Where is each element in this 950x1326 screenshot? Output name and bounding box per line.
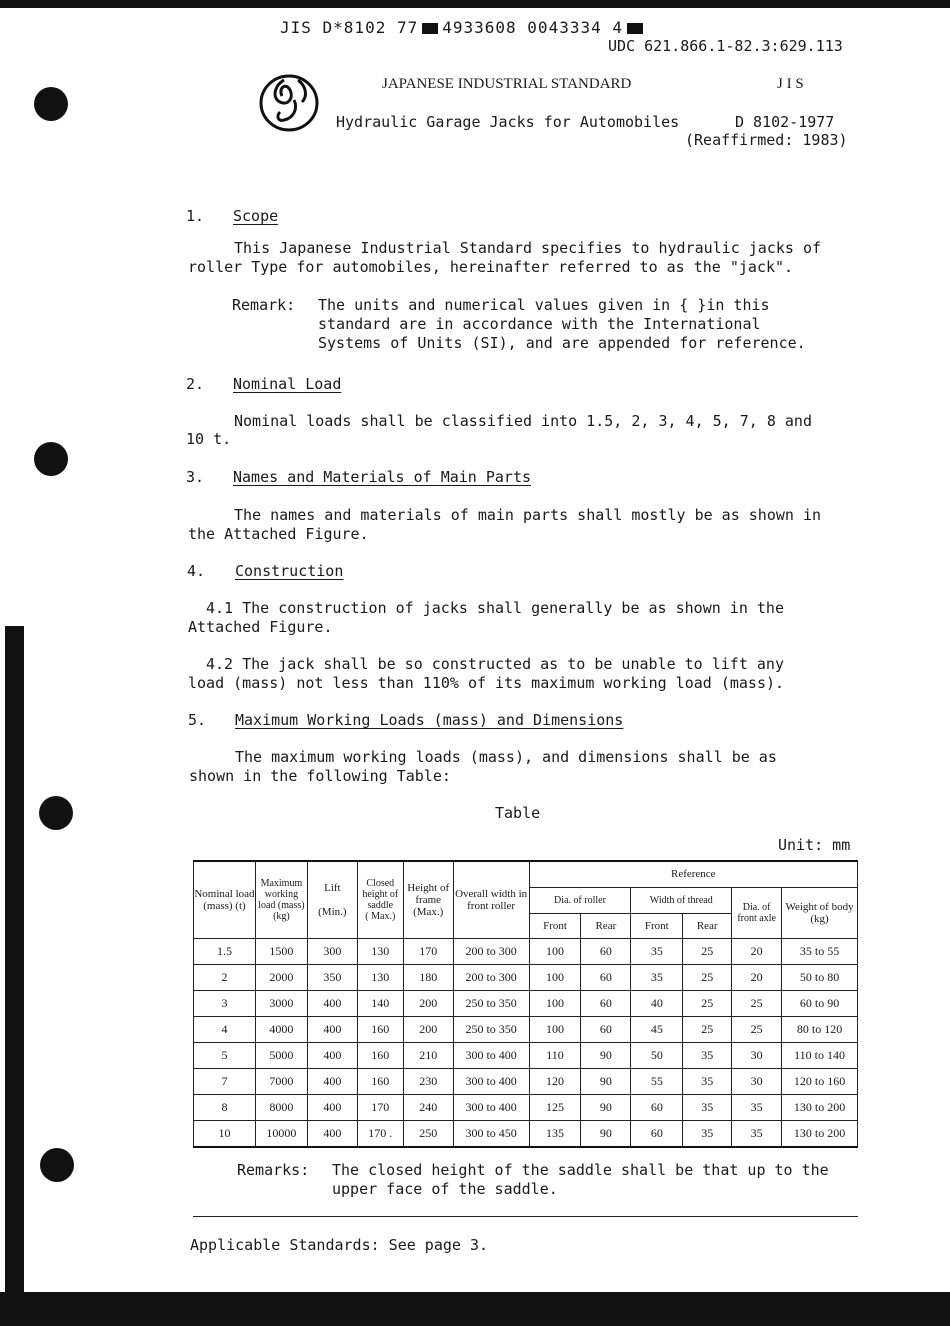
doc-title: Hydraulic Garage Jacks for Automobiles (336, 113, 680, 131)
table-cell: 25 (732, 990, 782, 1016)
table-cell: 90 (581, 1094, 631, 1120)
table-cell: 7 (194, 1068, 256, 1094)
table-cell: 130 (357, 964, 403, 990)
table-cell: 135 (529, 1120, 581, 1147)
table-cell: 130 to 200 (782, 1094, 858, 1120)
table-cell: 160 (357, 1042, 403, 1068)
paragraph-line: the Attached Figure. (188, 525, 369, 543)
table-cell: 30 (732, 1068, 782, 1094)
table-row (194, 1094, 858, 1120)
table-cell: 30 (732, 1042, 782, 1068)
table-cell: 170 (357, 1094, 403, 1120)
table-cell: 300 to 400 (453, 1042, 529, 1068)
header-rear: Rear (581, 913, 631, 938)
table-cell: 125 (529, 1094, 581, 1120)
table-cell: 90 (581, 1068, 631, 1094)
table-cell: 35 (732, 1094, 782, 1120)
table-cell: 5 (194, 1042, 256, 1068)
table-cell: 40 (631, 990, 683, 1016)
table-cell: 5000 (255, 1042, 307, 1068)
table-cell: 1.5 (194, 938, 256, 964)
table-cell: 400 (307, 1068, 357, 1094)
table-cell: 200 to 300 (453, 964, 529, 990)
table-cell: 50 to 80 (782, 964, 858, 990)
punch-hole (34, 442, 68, 476)
table-cell: 1500 (255, 938, 307, 964)
header-dia-axle: Dia. of front axle (732, 887, 782, 938)
table-cell: 2000 (255, 964, 307, 990)
table-cell: 60 (581, 1016, 631, 1042)
table-cell: 300 (307, 938, 357, 964)
header-closed-height (357, 861, 403, 938)
table-cell: 200 to 300 (453, 938, 529, 964)
table-cell: 45 (631, 1016, 683, 1042)
dimensions-table (193, 860, 858, 1148)
table-unit: Unit: mm (778, 836, 851, 854)
table-cell: 100 (529, 990, 581, 1016)
remarks-line: The closed height of the saddle shall be that up to the (332, 1161, 829, 1179)
paragraph-line: 4.2 The jack shall be so constructed as to be unable to lift any (206, 655, 784, 673)
remark-label: Remark: (232, 296, 296, 314)
table-cell: 60 (631, 1094, 683, 1120)
table-cell: 25 (683, 964, 732, 990)
table-cell: 25 (683, 990, 732, 1016)
table-cell: 400 (307, 1094, 357, 1120)
table-cell: 35 (683, 1094, 732, 1120)
table-cell: 35 (631, 938, 683, 964)
paragraph-line: This Japanese Industrial Standard specifies to hydraulic jacks of (234, 239, 821, 257)
table-cell: 35 (683, 1120, 732, 1147)
table-cell: 60 (581, 990, 631, 1016)
header-frame-height: Height of frame (Max.) (403, 861, 453, 938)
table-cell: 120 (529, 1068, 581, 1094)
paragraph-line: shown in the following Table: (189, 767, 451, 785)
table-cell: 400 (307, 1042, 357, 1068)
section-number: 2. (186, 375, 205, 393)
table-cell: 60 (581, 964, 631, 990)
table-cell: 250 to 350 (453, 990, 529, 1016)
section-number: 3. (186, 468, 205, 486)
table-cell: 8 (194, 1094, 256, 1120)
scan-side-border (5, 626, 24, 1292)
header-lift-label: Lift (324, 881, 341, 894)
section-number: 4. (187, 562, 206, 580)
table-cell: 55 (631, 1068, 683, 1094)
jis-logo-icon (258, 72, 322, 134)
table-cell: 230 (403, 1068, 453, 1094)
table-cell: 100 (529, 1016, 581, 1042)
table-cell: 10000 (255, 1120, 307, 1147)
section-heading: Names and Materials of Main Parts (233, 468, 532, 486)
table-cell: 400 (307, 990, 357, 1016)
header-width-thread: Width of thread (631, 887, 732, 913)
table-cell: 90 (581, 1042, 631, 1068)
table-cell: 100 (529, 964, 581, 990)
table-cell: 25 (683, 938, 732, 964)
table-cell: 130 to 200 (782, 1120, 858, 1147)
table-cell: 200 (403, 990, 453, 1016)
table-cell: 25 (683, 1016, 732, 1042)
remark-line: The units and numerical values given in { }in this (318, 296, 770, 314)
section-heading: Construction (235, 562, 344, 580)
table-cell: 250 (403, 1120, 453, 1147)
remarks-line: upper face of the saddle. (332, 1180, 558, 1198)
punch-hole (39, 796, 73, 830)
table-cell: 170 (403, 938, 453, 964)
table-row (194, 1068, 858, 1094)
header-lift (307, 861, 357, 938)
table-cell: 50 (631, 1042, 683, 1068)
table-cell: 130 (357, 938, 403, 964)
table-cell: 240 (403, 1094, 453, 1120)
table-cell: 4 (194, 1016, 256, 1042)
table-cell: 400 (307, 1016, 357, 1042)
barcode-line (280, 18, 647, 37)
paragraph-line: The maximum working loads (mass), and dimensions shall be as (235, 748, 777, 766)
paragraph-line: 4.1 The construction of jacks shall generally be as shown in the (206, 599, 784, 617)
punch-hole (34, 87, 68, 121)
table-cell: 10 (194, 1120, 256, 1147)
scan-top-border (0, 0, 950, 8)
table-cell: 210 (403, 1042, 453, 1068)
block-mark (422, 23, 438, 34)
header-nominal-load: Nominal load (mass) (t) (194, 861, 256, 938)
table-cell: 400 (307, 1120, 357, 1147)
table-caption: Table (495, 804, 541, 822)
header-front: Front (529, 913, 581, 938)
section-heading: Maximum Working Loads (mass) and Dimensions (235, 711, 624, 729)
table-row (194, 964, 858, 990)
table-cell: 120 to 160 (782, 1068, 858, 1094)
table-cell: 250 to 350 (453, 1016, 529, 1042)
table-cell: 110 (529, 1042, 581, 1068)
table-cell: 60 to 90 (782, 990, 858, 1016)
remark-line: standard are in accordance with the International (318, 315, 761, 333)
table-cell: 8000 (255, 1094, 307, 1120)
table-cell: 25 (732, 1016, 782, 1042)
table-cell: 60 (581, 938, 631, 964)
table-cell: 20 (732, 964, 782, 990)
table-cell: 35 (683, 1042, 732, 1068)
paragraph-line: Nominal loads shall be classified into 1.5, 2, 3, 4, 5, 7, 8 and (234, 412, 812, 430)
jis-mark: J I S (777, 76, 804, 92)
doc-number: D 8102-1977 (735, 113, 835, 131)
table-cell: 140 (357, 990, 403, 1016)
header-lift-min: (Min.) (318, 905, 347, 918)
header-closed-max: ( Max.) (365, 910, 396, 922)
header-max-load: Maximum working load (mass) (kg) (255, 861, 307, 938)
header-closed-label: Closed height of saddle (362, 877, 399, 911)
table-row (194, 938, 858, 964)
header-weight: Weight of body (kg) (782, 887, 858, 938)
header-rear: Rear (683, 913, 732, 938)
footer-divider (193, 1216, 858, 1217)
table-cell: 35 to 55 (782, 938, 858, 964)
table-cell: 100 (529, 938, 581, 964)
table-cell: 300 to 400 (453, 1068, 529, 1094)
table-cell: 20 (732, 938, 782, 964)
table-cell: 160 (357, 1068, 403, 1094)
table-cell: 3000 (255, 990, 307, 1016)
punch-hole (40, 1148, 74, 1182)
table-cell: 35 (631, 964, 683, 990)
table-cell: 180 (403, 964, 453, 990)
scan-bottom-border (0, 1292, 950, 1326)
table-cell: 160 (357, 1016, 403, 1042)
table-row (194, 1042, 858, 1068)
doc-code: JIS D*8102 77 (280, 18, 419, 37)
table-cell: 60 (631, 1120, 683, 1147)
table-cell: 35 (683, 1068, 732, 1094)
table-cell: 170 . (357, 1120, 403, 1147)
applicable-standards: Applicable Standards: See page 3. (190, 1236, 489, 1254)
table-cell: 80 to 120 (782, 1016, 858, 1042)
table-cell: 2 (194, 964, 256, 990)
table-row (194, 1120, 858, 1147)
table-cell: 300 to 400 (453, 1094, 529, 1120)
standard-org: JAPANESE INDUSTRIAL STANDARD (382, 76, 632, 92)
paragraph-line: Attached Figure. (188, 618, 333, 636)
table-row (194, 990, 858, 1016)
header-dia-roller: Dia. of roller (529, 887, 631, 913)
table-cell: 4000 (255, 1016, 307, 1042)
udc-number: UDC 621.866.1-82.3:629.113 (608, 37, 843, 55)
table-cell: 35 (732, 1120, 782, 1147)
table-cell: 3 (194, 990, 256, 1016)
section-heading: Nominal Load (233, 375, 342, 393)
table-cell: 90 (581, 1120, 631, 1147)
doc-serial: 4933608 0043334 4 (442, 18, 623, 37)
paragraph-line: 10 t. (186, 430, 232, 448)
header-overall-width: Overall width in front roller (453, 861, 529, 938)
table-cell: 110 to 140 (782, 1042, 858, 1068)
paragraph-line: The names and materials of main parts shall mostly be as shown in (234, 506, 821, 524)
table-cell: 7000 (255, 1068, 307, 1094)
paragraph-line: roller Type for automobiles, hereinafter referred to as the "jack". (188, 258, 794, 276)
table-cell: 350 (307, 964, 357, 990)
block-mark (627, 23, 643, 34)
table-cell: 200 (403, 1016, 453, 1042)
header-front: Front (631, 913, 683, 938)
section-heading: Scope (233, 207, 279, 225)
header-reference: Reference (529, 861, 857, 887)
table-cell: 300 to 450 (453, 1120, 529, 1147)
remarks-label: Remarks: (237, 1161, 310, 1179)
reaffirmed-date: (Reaffirmed: 1983) (685, 131, 848, 149)
paragraph-line: load (mass) not less than 110% of its maximum working load (mass). (188, 674, 785, 692)
table-row (194, 1016, 858, 1042)
remark-line: Systems of Units (SI), and are appended for reference. (318, 334, 806, 352)
section-number: 1. (186, 207, 205, 225)
section-number: 5. (188, 711, 207, 729)
